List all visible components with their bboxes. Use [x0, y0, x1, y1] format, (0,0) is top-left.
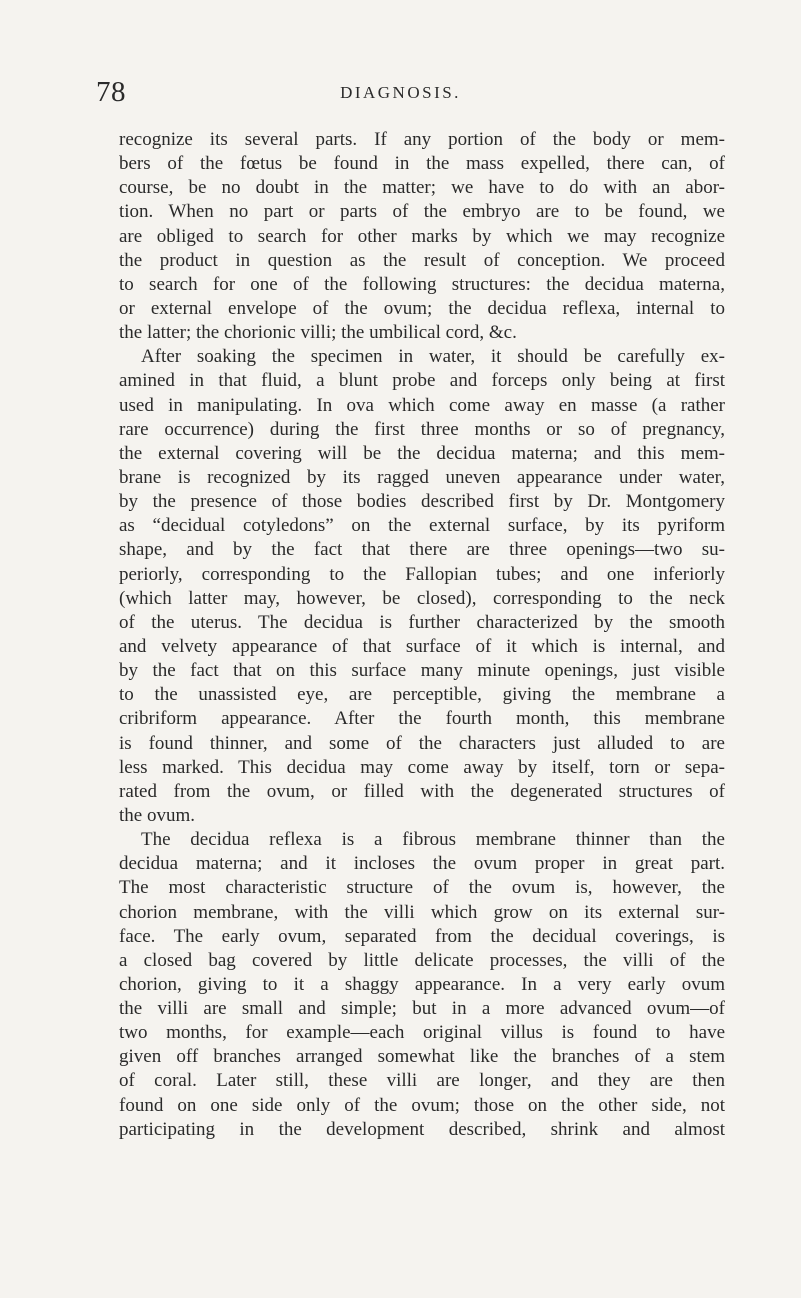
text-line: the external covering will be the decidua materna; and this mem- — [119, 442, 725, 464]
body-text — [119, 128, 725, 1142]
text-line: chorion, giving to it a shaggy appearance. In a very early ovum — [119, 973, 725, 995]
text-line: to the unassisted eye, are perceptible, giving the membrane a — [119, 684, 725, 706]
text-line: and velvety appearance of that surface of it which is internal, and — [119, 635, 725, 657]
text-line: the villi are small and simple; but in a more advanced ovum—of — [119, 998, 725, 1020]
text-line: of the uterus. The decidua is further characterized by the smooth — [119, 611, 725, 633]
text-line: course, be no doubt in the matter; we have to do with an abor- — [119, 177, 725, 199]
running-head — [0, 74, 801, 114]
text-line: participating in the development described, shrink and almost — [119, 1118, 725, 1140]
text-line: recognize its several parts. If any portion of the body or mem- — [119, 129, 725, 150]
text-line: face. The early ovum, separated from the decidual coverings, is — [119, 925, 725, 947]
text-line: by the fact that on this surface many minute openings, just visible — [119, 660, 725, 682]
text-line: (which latter may, however, be closed), corresponding to the neck — [119, 587, 725, 609]
text-line: After soaking the specimen in water, it should be carefully ex- — [141, 346, 725, 368]
text-line: used in manipulating. In ova which come away en masse (a rather — [119, 394, 725, 416]
text-line: chorion membrane, with the villi which grow on its external sur- — [119, 901, 725, 923]
text-line: The decidua reflexa is a fibrous membrane thinner than the — [141, 829, 725, 851]
text-line: decidua materna; and it incloses the ovum proper in great part. — [119, 853, 725, 875]
text-line: found on one side only of the ovum; those on the other side, not — [119, 1094, 725, 1116]
text-line: by the presence of those bodies described first by Dr. Montgomery — [119, 491, 725, 513]
text-line: rated from the ovum, or filled with the degenerated structures of — [119, 780, 725, 802]
text-line: a closed bag covered by little delicate processes, the villi of the — [119, 949, 725, 971]
text-line: shape, and by the fact that there are three openings—two su- — [119, 539, 725, 561]
text-line: two months, for example—each original villus is found to have — [119, 1022, 725, 1044]
text-line: cribriform appearance. After the fourth month, this membrane — [119, 708, 725, 730]
text-line: amined in that fluid, a blunt probe and forceps only being at first — [119, 370, 725, 392]
text-line: brane is recognized by its ragged uneven appearance under water, — [119, 466, 725, 488]
text-line: less marked. This decidua may come away by itself, torn or sepa- — [119, 756, 725, 778]
text-line: as “decidual cotyledons” on the external surface, by its pyriform — [119, 515, 725, 537]
text-line: the ovum. — [119, 804, 195, 826]
text-line: periorly, corresponding to the Fallopian tubes; and one inferiorly — [119, 563, 725, 585]
text-line: the product in question as the result of conception. We proceed — [119, 249, 725, 271]
text-line: tion. When no part or parts of the embryo are to be found, we — [119, 201, 725, 223]
running-title: DIAGNOSIS. — [340, 83, 461, 102]
text-line: The most characteristic structure of the ovum is, however, the — [119, 877, 725, 899]
text-line: the latter; the chorionic villi; the umbilical cord, &c. — [119, 322, 517, 344]
text-line: to search for one of the following structures: the decidua materna, — [119, 273, 725, 295]
text-line: is found thinner, and some of the characters just alluded to are — [119, 732, 725, 754]
text-line: bers of the fœtus be found in the mass expelled, there can, of — [119, 153, 725, 175]
text-line: are obliged to search for other marks by which we may recognize — [119, 225, 725, 247]
page-number: 78 — [96, 76, 126, 108]
text-line: given off branches arranged somewhat like the branches of a stem — [119, 1046, 725, 1068]
text-line: or external envelope of the ovum; the decidua reflexa, internal to — [119, 297, 725, 319]
text-line: rare occurrence) during the first three months or so of pregnancy, — [119, 418, 725, 440]
text-line: of coral. Later still, these villi are longer, and they are then — [119, 1070, 725, 1092]
